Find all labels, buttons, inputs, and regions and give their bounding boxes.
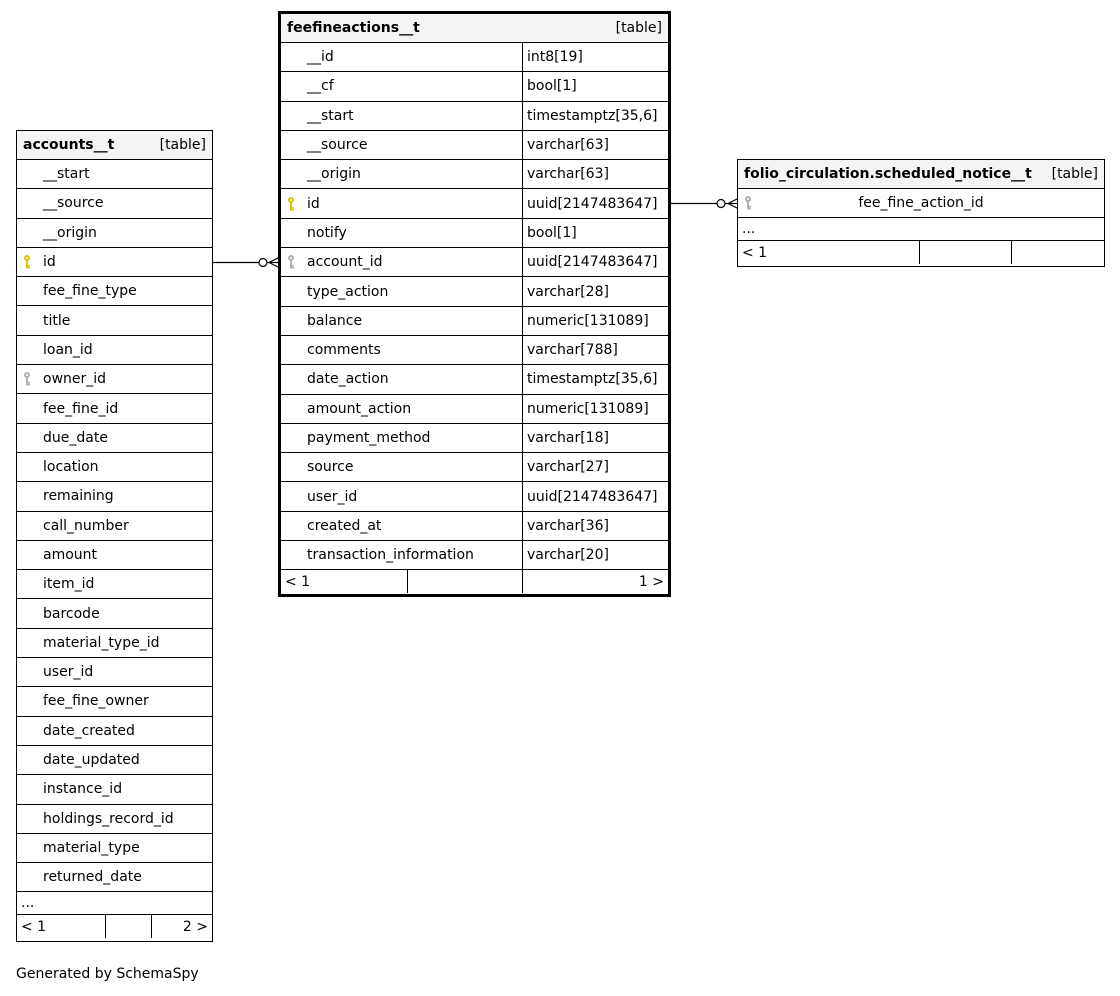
feefineactions-column-row[interactable] — [281, 72, 668, 101]
key-spacer — [281, 102, 301, 130]
key-spacer — [17, 453, 37, 481]
key-spacer — [17, 541, 37, 569]
feefineactions-column-name: comments — [307, 342, 381, 359]
accounts-column-row[interactable] — [17, 219, 212, 248]
accounts-column-name: due_date — [43, 429, 108, 446]
scheduled-notice-column-name: fee_fine_action_id — [858, 195, 984, 212]
key-spacer — [281, 43, 301, 71]
feefineactions-footer-middle — [407, 570, 522, 593]
key-spacer — [17, 394, 37, 422]
feefineactions-column-name: created_at — [307, 517, 382, 534]
feefineactions-column-type: varchar[788] — [522, 336, 668, 364]
key-spacer — [17, 687, 37, 715]
accounts-column-row[interactable] — [17, 775, 212, 804]
scheduled-notice-table-name: folio_circulation.scheduled_notice__t — [744, 166, 1032, 182]
accounts-column-name: owner_id — [43, 371, 107, 388]
feefineactions-column-name: user_id — [307, 488, 358, 505]
feefineactions-column-row[interactable] — [281, 336, 668, 365]
feefineactions-table[interactable] — [278, 11, 671, 597]
feefineactions-column-type: varchar[27] — [522, 453, 668, 481]
feefineactions-column-type: uuid[2147483647] — [522, 248, 668, 276]
accounts-column-row[interactable] — [17, 746, 212, 775]
key-spacer — [281, 365, 301, 393]
key-spacer — [281, 541, 301, 569]
feefineactions-parents-link[interactable]: < 1 — [285, 573, 311, 590]
accounts-column-row[interactable] — [17, 805, 212, 834]
scheduled-notice-parents-link[interactable]: < 1 — [742, 244, 768, 261]
feefineactions-column-name: balance — [307, 312, 363, 329]
feefineactions-column-row[interactable] — [281, 43, 668, 72]
feefineactions-children-link[interactable]: 1 > — [522, 570, 668, 593]
feefineactions-column-name: __origin — [307, 166, 361, 183]
key-spacer — [17, 746, 37, 774]
accounts-table-name: accounts__t — [23, 137, 115, 153]
feefineactions-column-type: timestamptz[35,6] — [522, 365, 668, 393]
accounts-column-row[interactable] — [17, 512, 212, 541]
feefineactions-column-name: account_id — [307, 254, 383, 271]
primary-key-icon — [17, 248, 37, 276]
feefineactions-column-type: bool[1] — [522, 72, 668, 100]
key-spacer — [281, 131, 301, 159]
key-spacer — [281, 336, 301, 364]
scheduled-notice-children-link[interactable] — [1011, 241, 1104, 264]
accounts-table-footer — [17, 915, 212, 938]
accounts-column-name: loan_id — [43, 341, 93, 358]
key-spacer — [17, 775, 37, 803]
feefineactions-column-name: id — [307, 195, 320, 212]
feefineactions-column-name: type_action — [307, 283, 389, 300]
accounts-column-name: date_updated — [43, 752, 140, 769]
scheduled-notice-more-columns[interactable]: ... — [738, 218, 1104, 241]
key-spacer — [17, 160, 37, 188]
feefineactions-column-row[interactable] — [281, 102, 668, 131]
scheduled-notice-footer-middle — [919, 241, 1011, 264]
feefineactions-column-type: timestamptz[35,6] — [522, 102, 668, 130]
accounts-column-name: call_number — [43, 517, 129, 534]
accounts-column-row[interactable] — [17, 453, 212, 482]
key-spacer — [281, 482, 301, 510]
feefineactions-column-name: __start — [307, 107, 354, 124]
accounts-column-row[interactable] — [17, 365, 212, 394]
feefineactions-table-name: feefineactions__t — [287, 20, 420, 36]
scheduled-notice-table-tag: [table] — [1051, 166, 1098, 182]
feefineactions-column-row[interactable] — [281, 248, 668, 277]
accounts-column-row[interactable] — [17, 541, 212, 570]
feefineactions-column-name: __id — [307, 49, 334, 66]
key-spacer — [17, 482, 37, 510]
feefineactions-column-name: source — [307, 459, 354, 476]
key-spacer — [17, 424, 37, 452]
key-spacer — [17, 336, 37, 364]
accounts-column-name: holdings_record_id — [43, 810, 174, 827]
accounts-column-name: instance_id — [43, 781, 123, 798]
feefineactions-column-type: varchar[63] — [522, 131, 668, 159]
key-spacer — [17, 512, 37, 540]
accounts-column-row[interactable] — [17, 482, 212, 511]
feefineactions-column-name: transaction_information — [307, 547, 474, 564]
key-spacer — [17, 189, 37, 217]
accounts-column-name: amount — [43, 547, 98, 563]
feefineactions-column-type: numeric[131089] — [522, 395, 668, 423]
feefineactions-column-row[interactable] — [281, 189, 668, 218]
accounts-table-header[interactable] — [17, 131, 212, 160]
accounts-column-name: user_id — [43, 664, 94, 681]
feefineactions-column-type: uuid[2147483647] — [522, 482, 668, 510]
feefineactions-column-row[interactable] — [281, 424, 668, 453]
feefineactions-column-name: __cf — [307, 78, 334, 95]
feefineactions-column-name: __source — [307, 137, 368, 154]
accounts-column-row[interactable] — [17, 277, 212, 306]
feefineactions-column-type: varchar[18] — [522, 424, 668, 452]
generated-by-credit: Generated by SchemaSpy — [16, 966, 199, 982]
accounts-column-name: remaining — [43, 488, 114, 505]
relationship-feefineactions-scheduled-notice — [670, 199, 738, 209]
key-spacer — [281, 72, 301, 100]
accounts-table[interactable] — [16, 130, 213, 942]
key-spacer — [17, 629, 37, 657]
accounts-column-name: date_created — [43, 722, 135, 739]
feefineactions-table-tag: [table] — [615, 20, 662, 36]
foreign-key-icon — [281, 248, 301, 276]
scheduled-notice-table-footer — [738, 241, 1104, 264]
key-spacer — [17, 658, 37, 686]
feefineactions-column-name: payment_method — [307, 430, 431, 446]
accounts-column-name: barcode — [43, 605, 100, 622]
accounts-column-row[interactable] — [17, 629, 212, 658]
key-spacer — [281, 512, 301, 540]
key-spacer — [17, 717, 37, 745]
feefineactions-table-header[interactable] — [281, 14, 668, 43]
key-spacer — [17, 805, 37, 833]
accounts-column-name: material_type_id — [43, 634, 160, 651]
accounts-column-name: title — [43, 312, 71, 329]
key-spacer — [281, 307, 301, 335]
foreign-key-icon — [738, 189, 758, 217]
accounts-column-name: __start — [43, 166, 90, 183]
scheduled-notice-column-row[interactable] — [738, 189, 1104, 218]
feefineactions-column-type: bool[1] — [522, 219, 668, 247]
accounts-column-name: fee_fine_type — [43, 283, 137, 300]
accounts-column-name: __origin — [43, 224, 97, 241]
feefineactions-column-row[interactable] — [281, 395, 668, 424]
feefineactions-column-name: notify — [307, 224, 347, 241]
key-spacer — [281, 453, 301, 481]
accounts-table-tag: [table] — [159, 137, 206, 153]
accounts-column-row[interactable] — [17, 306, 212, 335]
scheduled-notice-table-header[interactable] — [738, 160, 1104, 189]
key-spacer — [17, 834, 37, 862]
key-spacer — [17, 863, 37, 891]
accounts-column-row[interactable] — [17, 717, 212, 746]
key-spacer — [17, 570, 37, 598]
accounts-column-row[interactable] — [17, 863, 212, 892]
feefineactions-column-type: varchar[36] — [522, 512, 668, 540]
feefineactions-column-row[interactable] — [281, 365, 668, 394]
feefineactions-column-type: uuid[2147483647] — [522, 189, 668, 217]
feefineactions-column-type: varchar[28] — [522, 277, 668, 305]
feefineactions-column-name: date_action — [307, 371, 389, 388]
relationship-accounts-feefineactions — [213, 258, 279, 268]
feefineactions-column-row[interactable] — [281, 131, 668, 160]
accounts-footer-middle — [105, 915, 151, 938]
key-spacer — [281, 219, 301, 247]
accounts-more-columns[interactable]: ... — [17, 892, 212, 915]
feefineactions-column-row[interactable] — [281, 453, 668, 482]
key-spacer — [17, 219, 37, 247]
accounts-column-row[interactable] — [17, 834, 212, 863]
accounts-column-row[interactable] — [17, 687, 212, 716]
accounts-column-row[interactable] — [17, 160, 212, 189]
accounts-column-name: fee_fine_id — [43, 400, 119, 417]
feefineactions-column-row[interactable] — [281, 482, 668, 511]
feefineactions-column-name: amount_action — [307, 400, 412, 417]
feefineactions-column-type: varchar[63] — [522, 160, 668, 188]
accounts-column-row[interactable] — [17, 599, 212, 628]
primary-key-icon — [281, 189, 301, 217]
accounts-column-row[interactable] — [17, 658, 212, 687]
accounts-parents-link[interactable]: < 1 — [21, 918, 47, 935]
feefineactions-column-type: varchar[20] — [522, 541, 668, 569]
accounts-column-name: material_type — [43, 839, 140, 856]
feefineactions-column-row[interactable] — [281, 307, 668, 336]
feefineactions-column-row[interactable] — [281, 219, 668, 248]
scheduled-notice-table[interactable] — [737, 159, 1105, 267]
key-spacer — [281, 424, 301, 452]
key-spacer — [17, 306, 37, 334]
accounts-column-row[interactable] — [17, 189, 212, 218]
accounts-column-name: fee_fine_owner — [43, 693, 149, 710]
key-spacer — [281, 160, 301, 188]
accounts-column-name: location — [43, 459, 99, 476]
feefineactions-column-row[interactable] — [281, 277, 668, 306]
accounts-column-name: __source — [43, 195, 104, 212]
key-spacer — [17, 277, 37, 305]
feefineactions-column-row[interactable] — [281, 160, 668, 189]
feefineactions-column-type: int8[19] — [522, 43, 668, 71]
key-spacer — [281, 395, 301, 423]
key-spacer — [281, 277, 301, 305]
accounts-column-row[interactable] — [17, 248, 212, 277]
accounts-column-name: item_id — [43, 576, 95, 593]
feefineactions-column-row[interactable] — [281, 541, 668, 570]
accounts-column-name: id — [43, 254, 56, 271]
feefineactions-column-row[interactable] — [281, 512, 668, 541]
key-spacer — [17, 599, 37, 627]
accounts-column-row[interactable] — [17, 570, 212, 599]
feefineactions-table-footer — [281, 570, 668, 593]
feefineactions-column-type: numeric[131089] — [522, 307, 668, 335]
accounts-children-link[interactable]: 2 > — [151, 915, 212, 938]
accounts-column-name: returned_date — [43, 869, 142, 886]
accounts-column-row[interactable] — [17, 336, 212, 365]
accounts-column-row[interactable] — [17, 424, 212, 453]
accounts-column-row[interactable] — [17, 394, 212, 423]
foreign-key-icon — [17, 365, 37, 393]
